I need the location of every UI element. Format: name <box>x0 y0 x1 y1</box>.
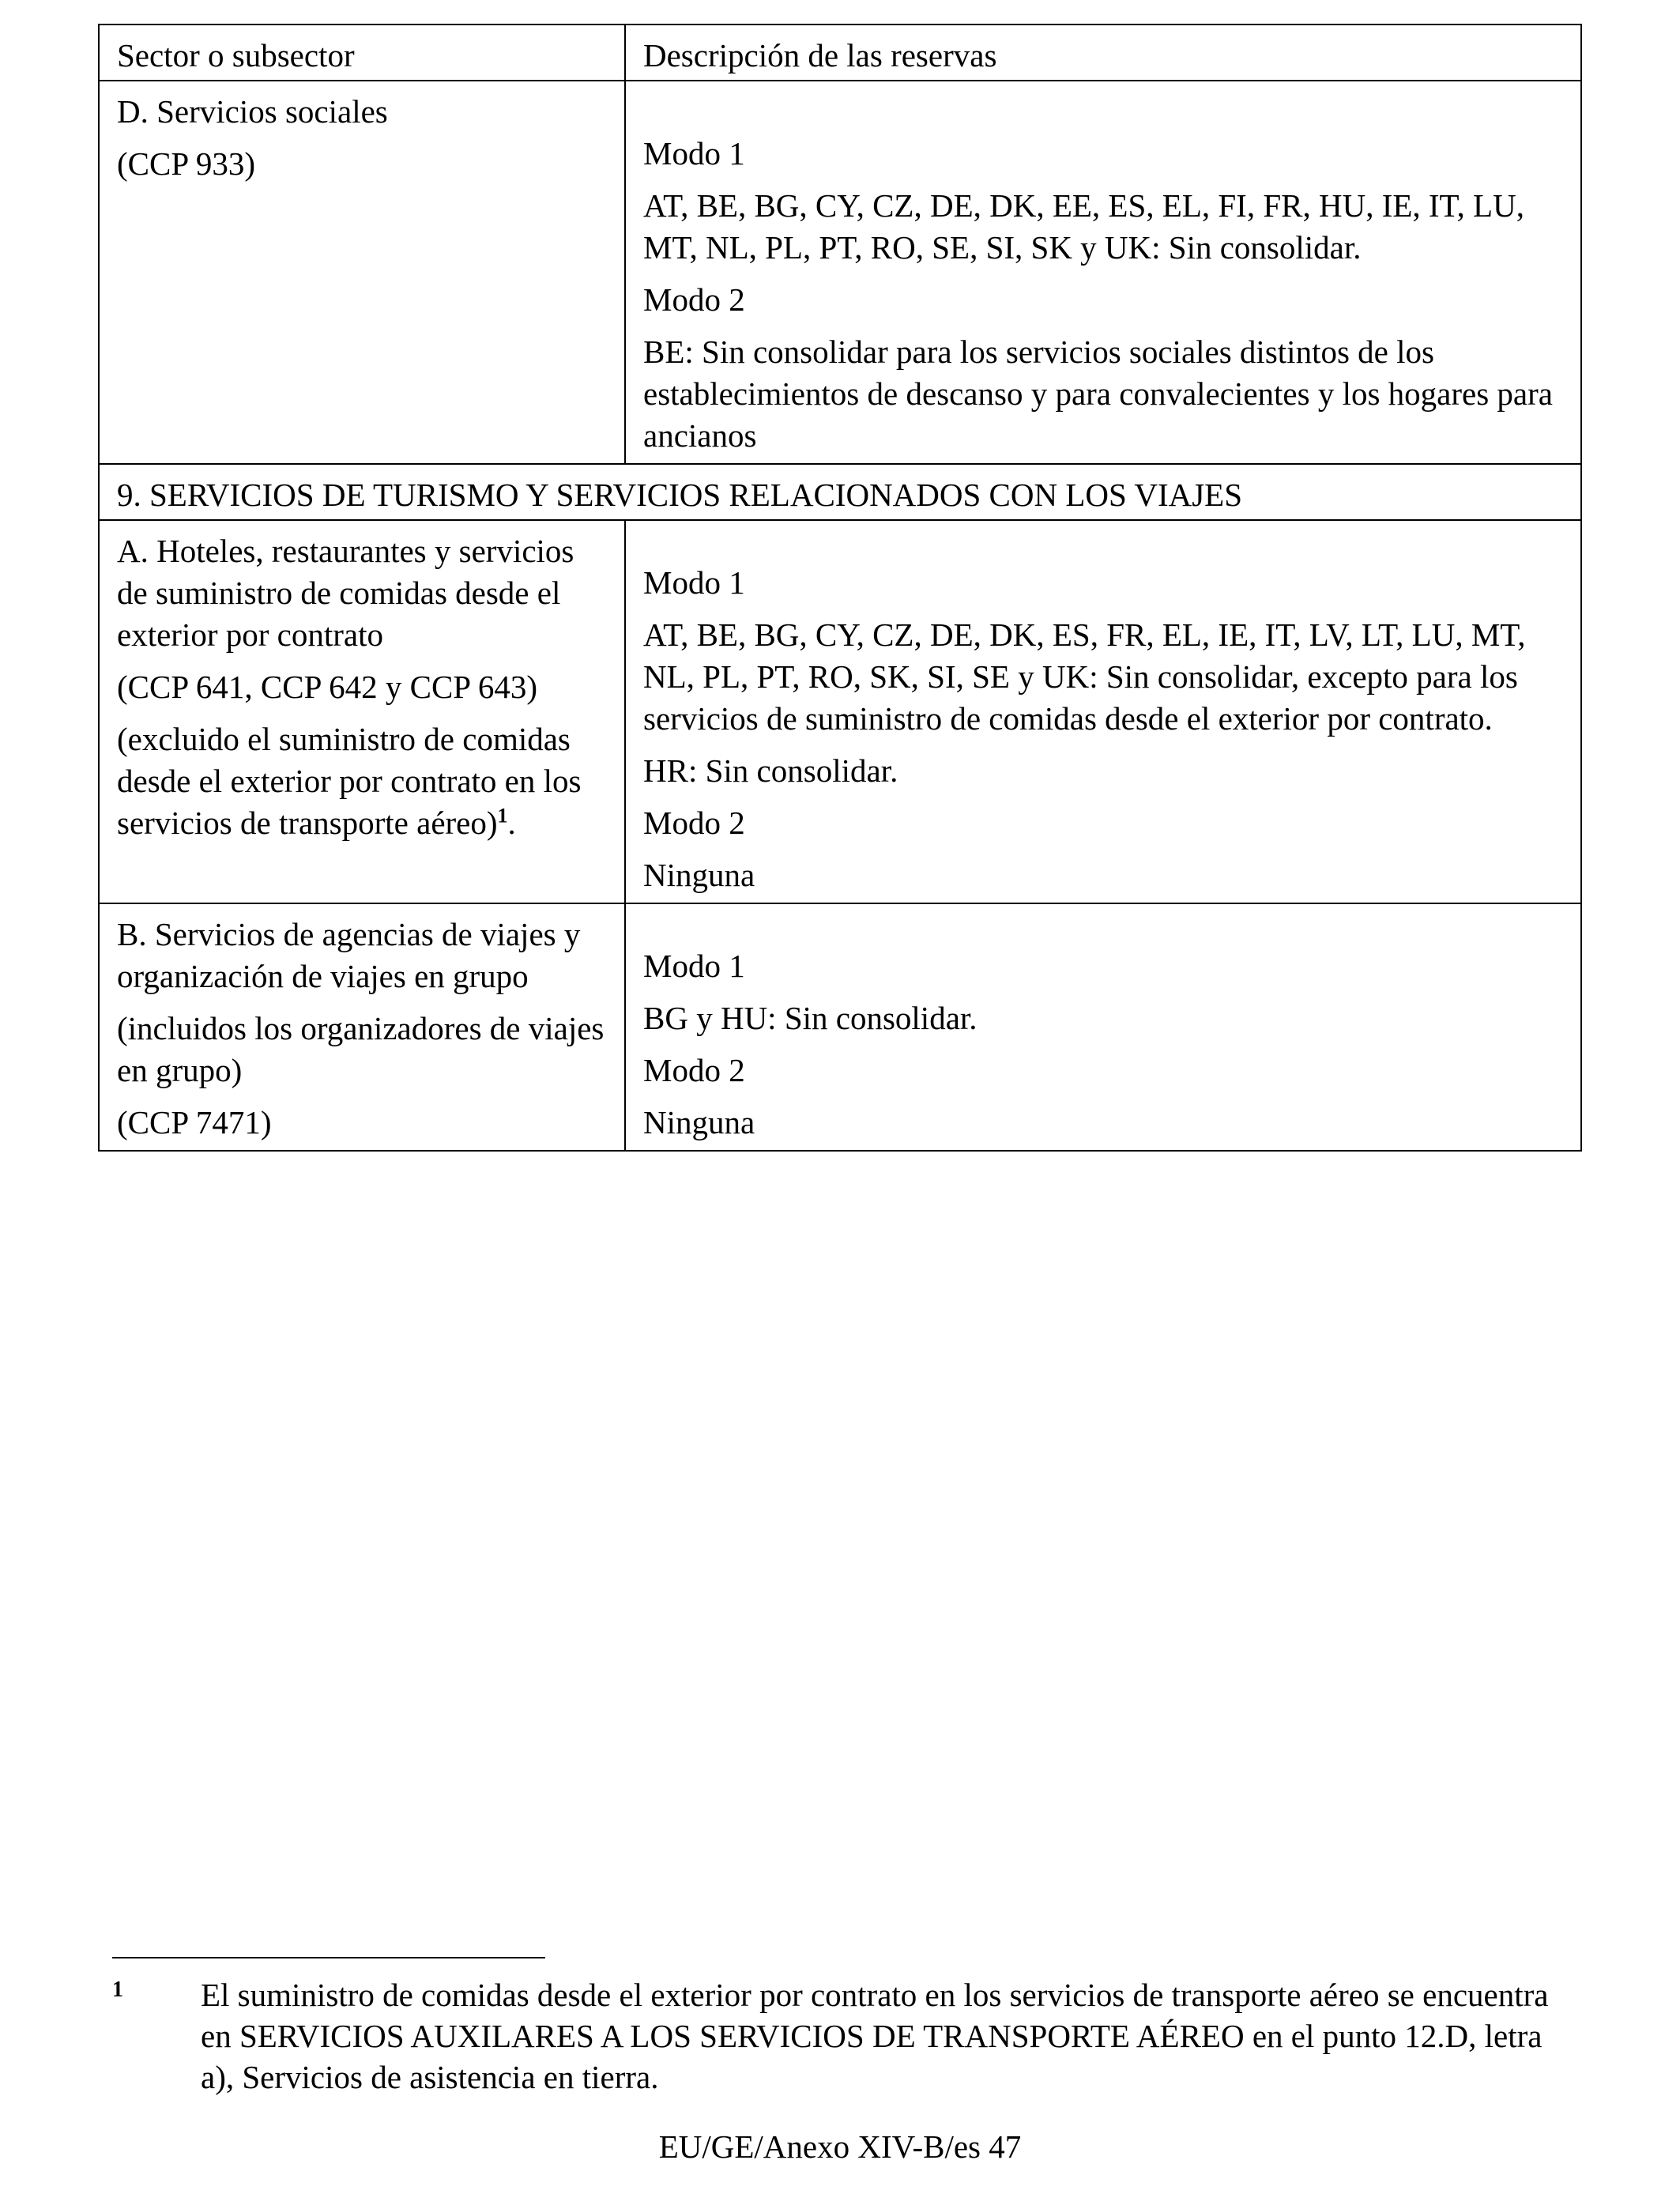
reserves-cell <box>625 903 1581 1151</box>
mode-label: Modo 2 <box>643 1052 745 1088</box>
reserve-text: HR: Sin consolidar. <box>643 752 898 789</box>
reserve-text: BG y HU: Sin consolidar. <box>643 1000 977 1036</box>
sector-note-text: (excluido el suministro de comidas desde el exterior por contrato en los servicios de transporte aéreo) <box>117 721 582 841</box>
footnote-text: El suministro de comidas desde el exterior por contrato en los servicios de transporte aéreo se encuentra en SERVICIOS AUXILARES A LOS SERVICIOS DE TRANSPORTE AÉREO en el punto 12.D, letra a), Servicios de asistencia en tierra. <box>201 1977 1549 2095</box>
table-row <box>99 903 1581 1151</box>
reserve-text: AT, BE, BG, CY, CZ, DE, DK, ES, FR, EL, IE, IT, LV, LT, LU, MT, NL, PL, PT, RO, SK, SI, SE y UK: Sin consolidar, excepto para los servicios de suministro de comidas desde el exterior por contrato. <box>643 616 1526 737</box>
reserve-text: AT, BE, BG, CY, CZ, DE, DK, EE, ES, EL, FI, FR, HU, IE, IT, LU, MT, NL, PL, PT, RO, SE, SI, SK y UK: Sin consolidar. <box>643 187 1524 266</box>
section-heading: 9. SERVICIOS DE TURISMO Y SERVICIOS RELACIONADOS CON LOS VIAJES <box>99 464 1581 520</box>
sector-code: (CCP 933) <box>117 145 256 182</box>
mode-label: Modo 1 <box>643 564 745 601</box>
sector-code: (CCP 641, CCP 642 y CCP 643) <box>117 669 537 705</box>
reserves-cell <box>625 81 1581 464</box>
table-row <box>99 520 1581 903</box>
reserve-text: Ninguna <box>643 857 755 893</box>
mode-label: Modo 1 <box>643 948 745 984</box>
reserves-cell <box>625 520 1581 903</box>
header-reserves: Descripción de las reservas <box>625 25 1581 81</box>
sector-title: A. Hoteles, restaurantes y servicios de suministro de comidas desde el exterior por contrato <box>117 533 574 653</box>
reserve-text: Ninguna <box>643 1104 755 1140</box>
table-row <box>99 81 1581 464</box>
sector-cell <box>99 520 625 903</box>
section-heading-row <box>99 464 1581 520</box>
sector-note: (incluidos los organizadores de viajes en grupo) <box>117 1010 605 1088</box>
footnote <box>112 1974 1582 2098</box>
page-footer: EU/GE/Anexo XIV-B/es 47 <box>658 2128 1022 2165</box>
reserves-table <box>98 24 1582 1152</box>
sector-title: D. Servicios sociales <box>117 93 388 130</box>
sector-cell <box>99 903 625 1151</box>
footnote-divider <box>112 1957 545 1958</box>
sector-title: B. Servicios de agencias de viajes y organización de viajes en grupo <box>117 916 581 994</box>
sector-code: (CCP 7471) <box>117 1104 272 1140</box>
header-sector: Sector o subsector <box>99 25 625 81</box>
mode-label: Modo 1 <box>643 135 745 172</box>
sector-note <box>117 718 607 844</box>
footnote-reference[interactable]: 1 <box>497 804 508 827</box>
mode-label: Modo 2 <box>643 281 745 318</box>
mode-label: Modo 2 <box>643 805 745 841</box>
sector-note-trailing: . <box>507 805 516 841</box>
reserve-text: BE: Sin consolidar para los servicios sociales distintos de los establecimientos de descanso y para convalecientes y los hogares para ancianos <box>643 334 1553 454</box>
footnote-marker: 1 <box>112 1977 123 2002</box>
table-header-row <box>99 25 1581 81</box>
sector-cell <box>99 81 625 464</box>
